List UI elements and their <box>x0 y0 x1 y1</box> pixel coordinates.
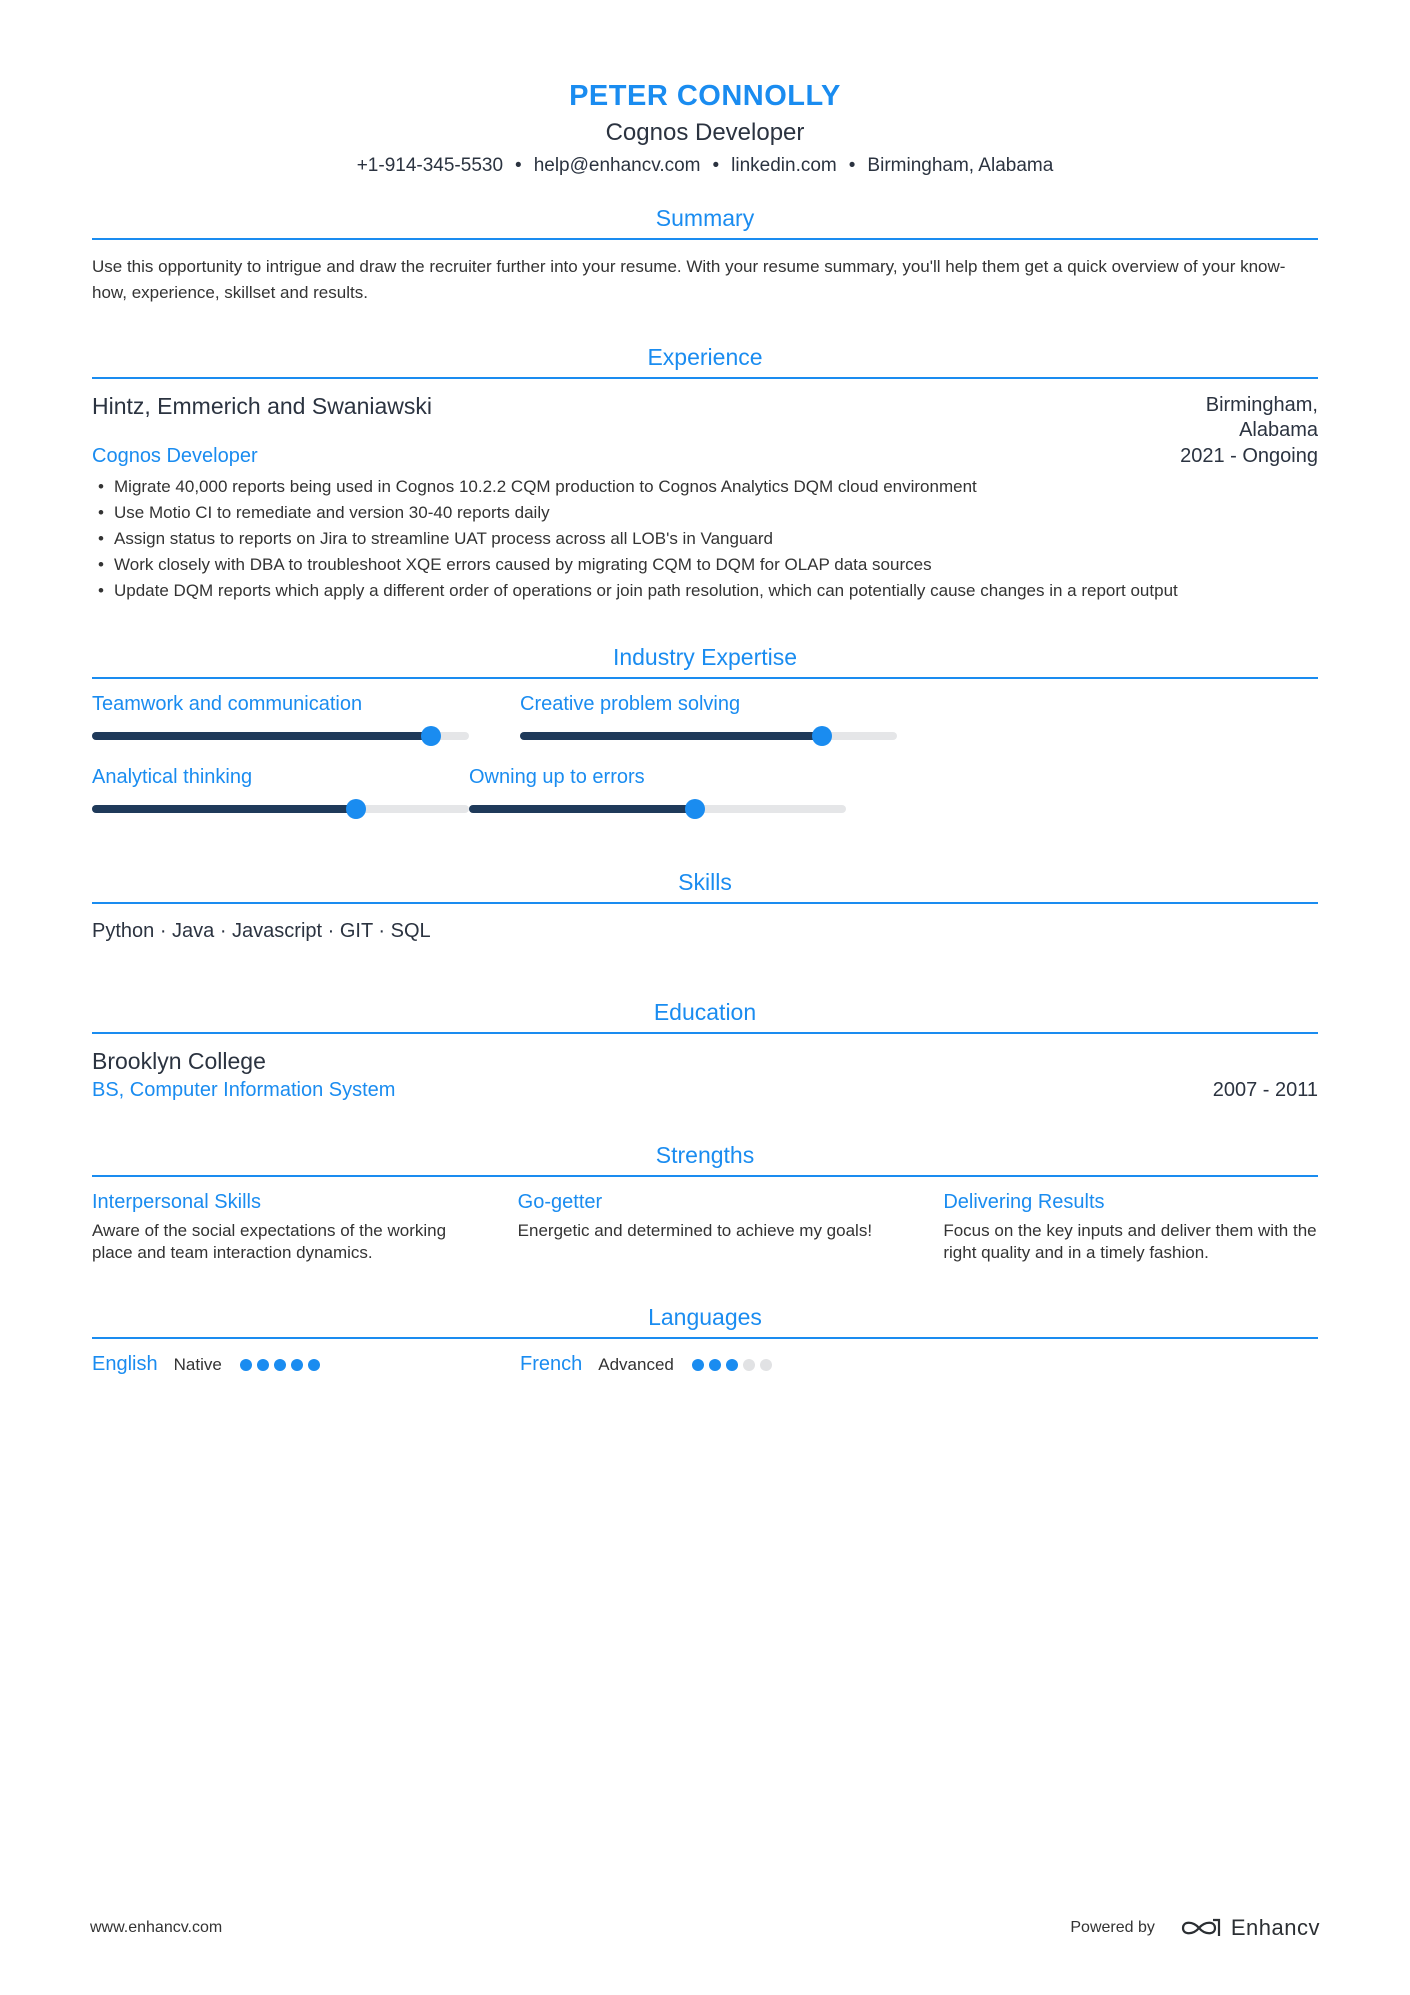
strength-description: Focus on the key inputs and deliver them with the right quality and in a timely fashion. <box>943 1221 1317 1262</box>
expertise-label: Analytical thinking <box>92 766 253 788</box>
section-title: Experience <box>92 344 1318 379</box>
expertise-bar-knob <box>812 726 832 746</box>
expertise-label: Owning up to errors <box>469 766 645 788</box>
job-dates: 2021 - Ongoing <box>1180 445 1318 467</box>
contact-phone: +1-914-345-5530 <box>356 155 504 176</box>
level-dot-filled <box>291 1359 303 1371</box>
expertise-bar <box>520 732 897 740</box>
experience-bullets <box>92 474 1318 604</box>
strength-item <box>92 1191 467 1264</box>
level-dot-filled <box>274 1359 286 1371</box>
school-name: Brooklyn College <box>92 1048 266 1074</box>
powered-by <box>1070 1915 1320 1941</box>
level-dot-filled <box>692 1359 704 1371</box>
enhancv-logo <box>1179 1915 1320 1941</box>
experience-section <box>92 344 1318 604</box>
language-name: French <box>520 1353 583 1375</box>
separator-dot: • <box>712 155 720 176</box>
strength-title: Go-getter <box>517 1191 603 1213</box>
separator-dot: • <box>848 155 856 176</box>
level-dot-filled <box>726 1359 738 1371</box>
resume-content <box>92 205 1318 1396</box>
expertise-item <box>469 766 846 813</box>
language-level: Native <box>173 1354 222 1374</box>
expertise-bar-fill <box>520 732 822 740</box>
expertise-item <box>520 693 897 740</box>
level-dot-empty <box>743 1359 755 1371</box>
enhancv-logo-icon <box>1179 1916 1223 1940</box>
expertise-label: Teamwork and communication <box>92 693 363 715</box>
expertise-bar-fill <box>92 732 431 740</box>
experience-role-row <box>92 445 1318 468</box>
languages-section <box>92 1304 1318 1376</box>
section-title: Strengths <box>92 1142 1318 1177</box>
candidate-title: Cognos Developer <box>605 119 805 146</box>
job-role: Cognos Developer <box>92 445 258 467</box>
powered-by-label: Powered by <box>1070 1919 1155 1936</box>
strength-description: Energetic and determined to achieve my goals! <box>517 1221 873 1240</box>
experience-header-row <box>92 393 1318 443</box>
bullet-item: • Work closely with DBA to troubleshoot XQE errors caused by migrating CQM to DQM for OLAP data sources <box>92 552 1318 578</box>
expertise-bar-knob <box>346 799 366 819</box>
education-row <box>92 1079 1318 1102</box>
section-title: Education <box>92 999 1318 1034</box>
expertise-label: Creative problem solving <box>520 693 741 715</box>
section-title: Languages <box>92 1304 1318 1339</box>
contact-location: Birmingham, Alabama <box>867 155 1054 176</box>
resume-header <box>0 0 1410 177</box>
level-dot-filled <box>257 1359 269 1371</box>
language-name: English <box>92 1353 158 1375</box>
language-dots <box>240 1359 325 1371</box>
expertise-grid <box>92 693 1318 839</box>
bullet-item: • Use Motio CI to remediate and version 30-40 reports daily <box>92 500 1318 526</box>
footer-url[interactable]: www.enhancv.com <box>90 1919 223 1936</box>
strength-item <box>518 1191 893 1264</box>
expertise-section <box>92 644 1318 839</box>
expertise-bar <box>469 805 846 813</box>
job-location-line: Alabama <box>1239 419 1318 441</box>
separator-dot: • <box>515 155 522 176</box>
expertise-bar-fill <box>92 805 356 813</box>
bullet-item: • Migrate 40,000 reports being used in Cognos 10.2.2 CQM production to Cognos Analytics DQM cloud environment <box>92 474 1318 500</box>
level-dot-empty <box>760 1359 772 1371</box>
job-location <box>1206 393 1318 443</box>
language-level: Advanced <box>598 1354 674 1374</box>
expertise-bar-knob <box>421 726 441 746</box>
contact-linkedin[interactable]: linkedin.com <box>731 155 837 176</box>
level-dot-filled <box>709 1359 721 1371</box>
bullet-item: • Update DQM reports which apply a different order of operations or join path resolution, which can potentially cause changes in a report output <box>92 578 1318 604</box>
education-dates: 2007 - 2011 <box>1212 1079 1318 1101</box>
level-dot-filled <box>240 1359 252 1371</box>
strength-title: Interpersonal Skills <box>92 1191 261 1213</box>
strength-title: Delivering Results <box>943 1191 1105 1213</box>
language-item <box>92 1353 520 1376</box>
company-name: Hintz, Emmerich and Swaniawski <box>92 393 433 419</box>
bullet-item: • Assign status to reports on Jira to streamline UAT process across all LOB's in Vanguard <box>92 526 1318 552</box>
expertise-item <box>92 766 469 813</box>
contact-email[interactable]: help@enhancv.com <box>533 155 701 176</box>
skills-section <box>92 869 1318 943</box>
skills-list: Python · Java · Javascript · GIT · SQL <box>92 920 431 942</box>
expertise-bar <box>92 732 469 740</box>
section-title: Skills <box>92 869 1318 904</box>
expertise-item <box>92 693 469 740</box>
section-title: Summary <box>92 205 1318 240</box>
degree: BS, Computer Information System <box>92 1079 396 1101</box>
page-footer <box>90 1915 1320 1941</box>
strengths-section <box>92 1142 1318 1264</box>
enhancv-logo-text: Enhancv <box>1230 1915 1320 1940</box>
language-item <box>520 1353 948 1376</box>
job-location-line: Birmingham, <box>1205 394 1318 416</box>
summary-text: Use this opportunity to intrigue and draw the recruiter further into your resume. With your resume summary, you'll help them get a quick overview of your know-how, experience, skillset and results. <box>92 257 1286 302</box>
expertise-bar-knob <box>685 799 705 819</box>
contact-line <box>0 155 1410 177</box>
summary-section <box>92 205 1318 306</box>
language-dots <box>692 1359 777 1371</box>
expertise-bar-fill <box>469 805 695 813</box>
section-title: Industry Expertise <box>92 644 1318 679</box>
expertise-bar <box>92 805 469 813</box>
strengths-grid <box>92 1191 1318 1264</box>
languages-grid <box>92 1353 1318 1376</box>
strength-description: Aware of the social expectations of the working place and team interaction dynamics. <box>92 1221 447 1262</box>
level-dot-filled <box>308 1359 320 1371</box>
strength-item <box>943 1191 1318 1264</box>
candidate-name: PETER CONNOLLY <box>569 80 841 112</box>
education-section <box>92 999 1318 1102</box>
